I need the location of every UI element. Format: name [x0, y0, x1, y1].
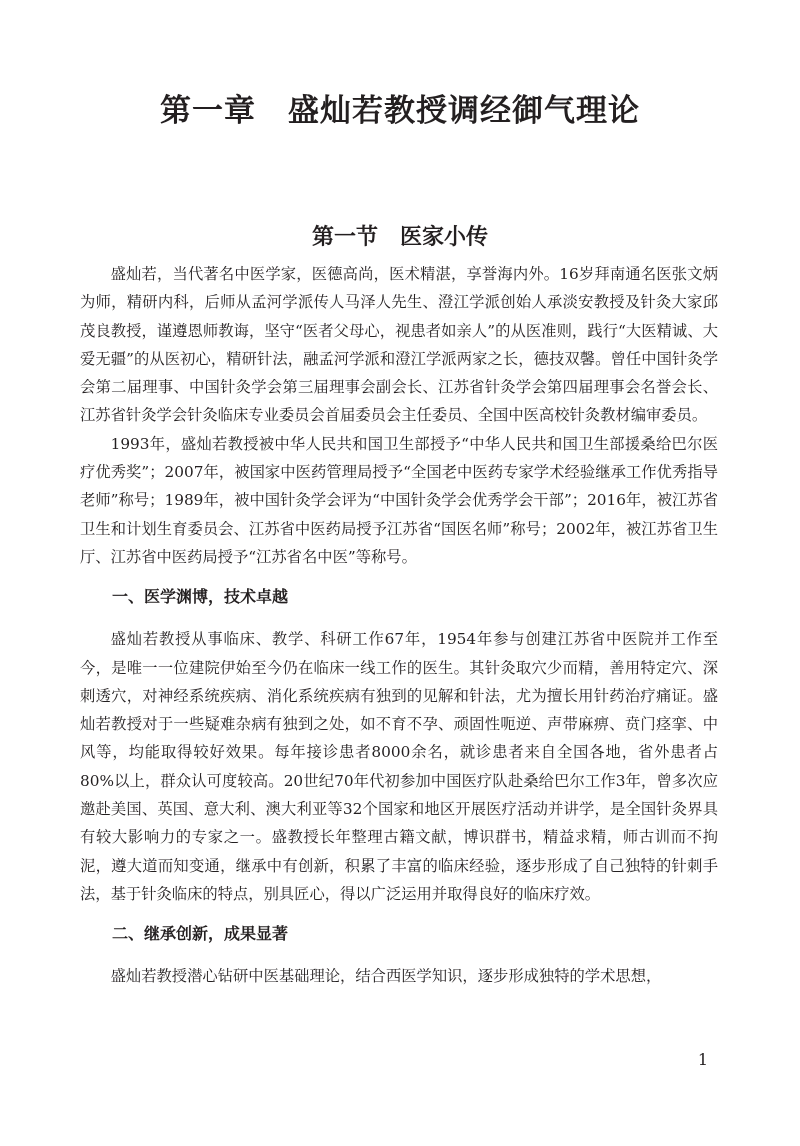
intro-paragraph-2: 1993年，盛灿若教授被中华人民共和国卫生部授予“中华人民共和国卫生部援桑给巴尔医疗优秀奖”；2007年，被国家中医药管理局授予“全国老中医药专家学术经验继承工作优秀指导老师”称号；1989年，被中国针灸学会评为“中国针灸学会优秀学会干部”；2016年，被江苏省卫生和计划生育委员会、江苏省中医药局授予江苏省“国医名师”称号；2002年，被江苏省卫生厅、江苏省中医药局授予“江苏省名中医”等称号。 [80, 434, 718, 566]
page-number: 1 [697, 1050, 708, 1069]
chapter-title: 第一章 盛灿若教授调经御气理论 [160, 92, 640, 129]
subsection-1-paragraph-1: 盛灿若教授从事临床、教学、科研工作67年，1954年参与创建江苏省中医院并工作至今，是唯一一位建院伊始至今仍在临床一线工作的医生。其针灸取穴少而精，善用特定穴、深刺透穴，对神经系统疾病、消化系统疾病有独到的见解和针法，尤为擅长用针药治疗痛证。盛灿若教授对于一些疑难杂病有独到之处，如不育不孕、顽固性呃逆、声带麻痹、贲门痉挛、中风等，均能取得较好效果。每年接诊患者8000余名，就诊患者来自全国各地，省外患者占80%以上，群众认可度较高。20世纪70年代初参加中国医疗队赴桑给巴尔工作3年，曾多次应邀赴美国、英国、意大利、澳大利亚等32个国家和地区开展医疗活动并讲学，是全国针灸界具有较大影响力的专家之一。盛教授长年整理古籍文献，博识群书，精益求精，师古训而不拘泥，遵大道而知变通，继承中有创新，积累了丰富的临床经验，逐步形成了自己独特的针刺手法，基于针灸临床的特点，别具匠心，得以广泛运用并取得良好的临床疗效。 [80, 630, 718, 903]
subsection-2-paragraph-1: 盛灿若教授潜心钻研中医基础理论，结合西医学知识，逐步形成独特的学术思想， [110, 967, 662, 986]
subsection-heading-2: 二、继承创新，成果显著 [112, 924, 289, 944]
subsection-heading-1: 一、医学渊博，技术卓越 [112, 587, 289, 607]
document-body [80, 260, 718, 991]
section-title: 第一节 医家小传 [311, 225, 488, 251]
intro-paragraph-1: 盛灿若，当代著名中医学家，医德高尚，医术精湛，享誉海内外。16岁拜南通名医张文炳为师，精研内科，后师从孟河学派传人马泽人先生、澄江学派创始人承淡安教授及针灸大家邱茂良教授，谨遵恩师教诲，坚守“医者父母心，视患者如亲人”的从医准则，践行“大医精诚、大爱无疆”的从医初心，精研针法，融孟河学派和澄江学派两家之长，德技双馨。曾任中国针灸学会第二届理事、中国针灸学会第三届理事会副会长、江苏省针灸学会第四届理事会名誉会长、江苏省针灸学会针灸临床专业委员会首届委员会主任委员、全国中医高校针灸教材编审委员。 [80, 265, 718, 425]
